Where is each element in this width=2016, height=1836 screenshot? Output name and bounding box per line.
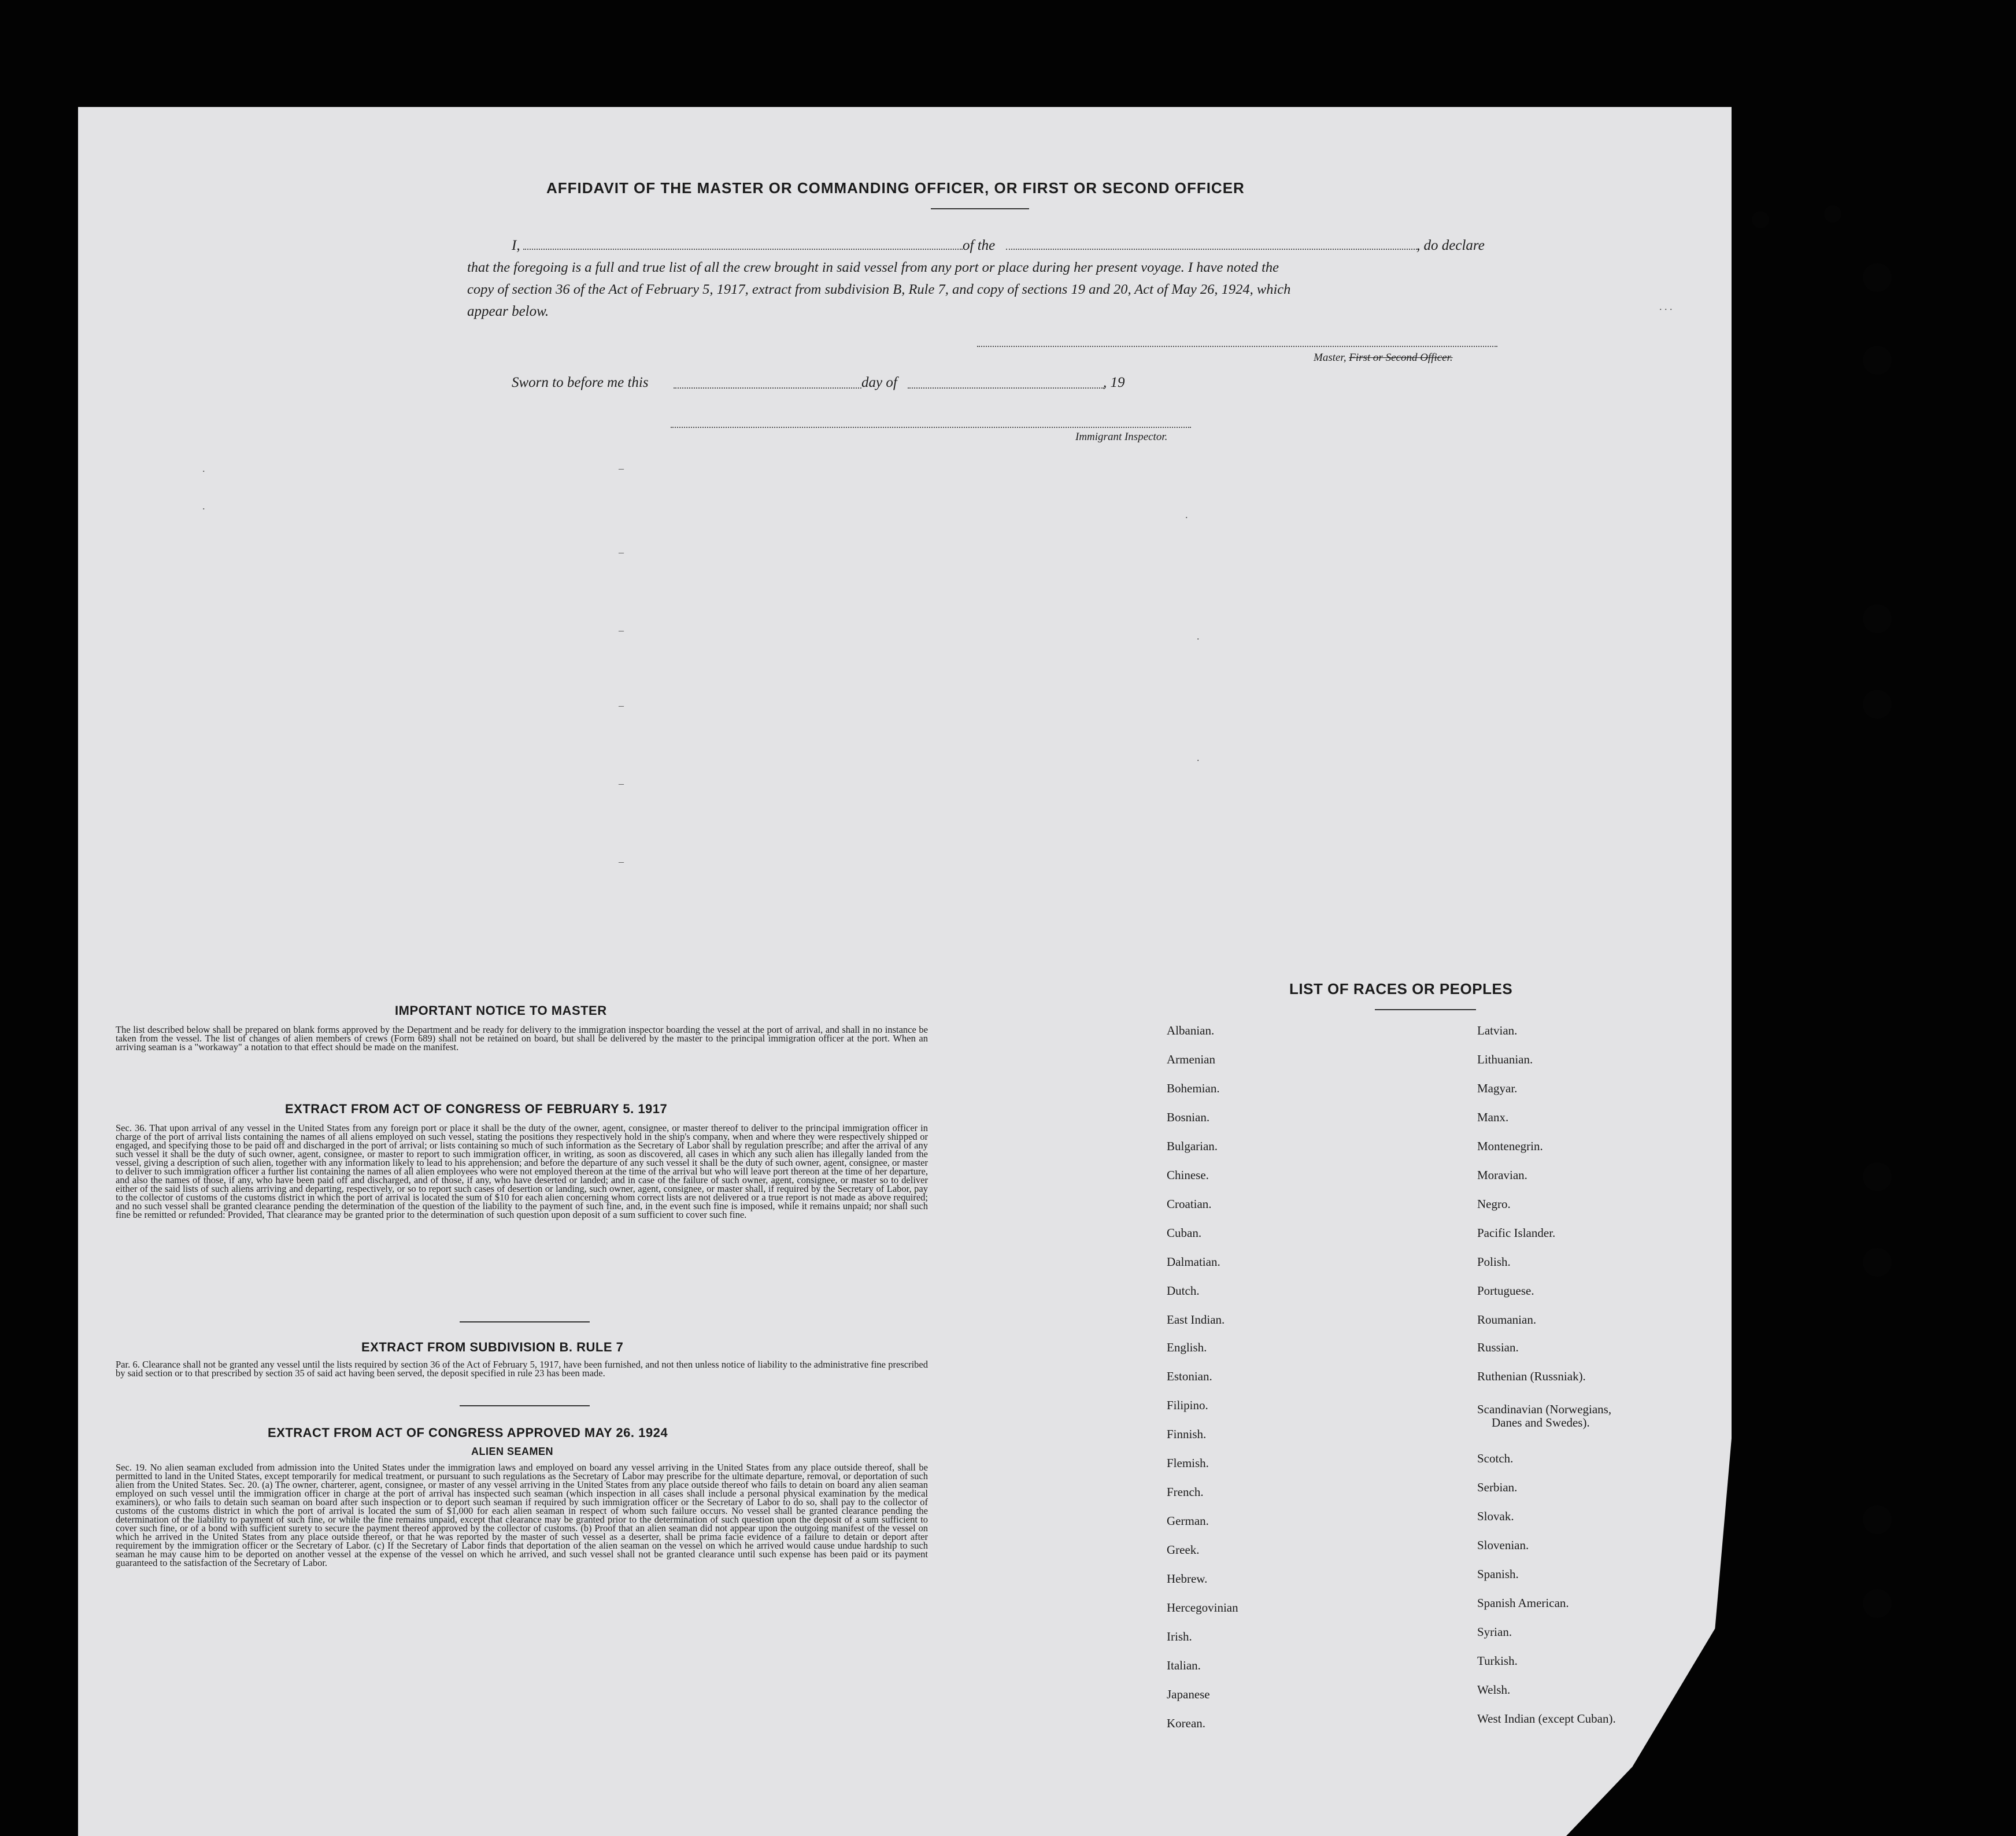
affidavit-line-4: appear below. [467,304,549,319]
race-item: Bulgarian. [1167,1139,1218,1153]
stray-mark: – [619,625,624,636]
race-item: Magyar. [1477,1081,1518,1095]
race-item: Welsh. [1477,1683,1511,1697]
stray-mark: . [202,463,205,474]
inspector-caption: Immigrant Inspector. [1075,431,1168,443]
race-item: Italian. [1167,1658,1201,1672]
stray-mark: . [1197,752,1200,763]
race-item: Bosnian. [1167,1110,1210,1124]
affidavit-do-declare: , do declare [1416,238,1485,253]
race-item: Lithuanian. [1477,1052,1533,1066]
race-item: Scandinavian (Norwegians, [1477,1402,1612,1416]
signature-caption [1314,352,1453,364]
punch-hole [1863,346,1892,375]
race-item: Portuguese. [1477,1284,1534,1298]
race-item: Serbian. [1477,1480,1518,1494]
extract-1924-subtitle: ALIEN SEAMEN [471,1446,554,1457]
race-item: West Indian (except Cuban). [1477,1712,1616,1726]
race-item: Slovenian. [1477,1538,1529,1552]
section-divider [460,1405,590,1406]
race-item: Albanian. [1167,1024,1215,1037]
stray-mark: – [619,700,624,711]
race-item: Estonian. [1167,1369,1212,1383]
rule7-title: EXTRACT FROM SUBDIVISION B. RULE 7 [361,1340,624,1354]
sworn-prefix: Sworn to before me this [512,375,649,390]
race-item: Montenegrin. [1477,1139,1543,1153]
race-item: German. [1167,1514,1209,1528]
stray-mark: – [619,463,624,474]
race-item: Greek. [1167,1543,1200,1557]
race-item: Irish. [1167,1630,1192,1643]
section-divider [460,1321,590,1322]
stray-mark: – [619,546,624,558]
race-item: Russian. [1477,1340,1519,1354]
race-item: Croatian. [1167,1197,1212,1211]
race-item: Scotch. [1477,1451,1514,1465]
race-item: Bohemian. [1167,1081,1220,1095]
rule7-text: Par. 6. Clearance shall not be granted any vessel until the lists required by section 36 of the Act of February 5, 1917, have been furnished, and not then unless notice of liability to the administrative fine prescribed by said section or to that prescribed by section 35 of said act having been served, the deposit specified in rule 23 has been made. [116,1359,928,1379]
stray-mark: – [619,856,624,867]
name-blank [523,249,963,250]
stray-mark: – [619,778,624,789]
affidavit-line-3: copy of section 36 of the Act of February 5, 1917, extract from subdivision B, Rule 7, and copy of sections 19 and 20, Act of May 26, 1924, which [467,282,1291,297]
punch-hole [1863,263,1892,292]
stray-mark: . [202,500,205,512]
punch-hole [1863,1162,1892,1191]
vessel-blank [1006,249,1419,250]
race-item: English. [1167,1340,1207,1354]
extract-1924-text: Sec. 19. No alien seaman excluded from admission into the United States under the immigration laws and employed on board any vessel arriving in the United States from any place outside thereof, shall be permitted to land in the United States, except temporarily for medical treatment, or pursuant to such regulations as the Secretary of Labor may prescribe for the ultimate departure, removal, or deportation of such alien from the United States. Sec. 20. (a) The owner, charterer, agent, consignee, or master of any vessel arriving in the United States from any place outside thereof who fails to detain on board any alien seaman employed on such vessel until the immigration officer in charge at the port of arrival has inspected such seaman (which inspection in all cases shall include a personal physical examination by the medical examiners), or who fails to detain such seaman on board after such inspection or to deport such seaman if required by such immigration officer or the Secretary of Labor to do so, shall pay to the collector of customs of the customs district in which the port of arrival is located the sum of $1,000 for each alien seaman in respect of whom such failure occurs. No vessel shall be granted clearance pending the determination of the liability to payment of such fine, or while the fine remains unpaid, except that clearance may be granted prior to the determination of such question upon the deposit of a sum sufficient to cover such fine, or of a bond with sufficient surety to secure the payment thereof approved by the collector of customs. (b) Proof that an alien seaman did not appear upon the outgoing manifest of the vessel on which he arrived in the United States from any place outside thereof, or that he was reported by the master of such vessel as a deserter, shall be prima facie evidence of a failure to detain or deport after requirement by the immigration officer or the Secretary of Labor. (c) If the Secretary of Labor finds that deportation of the alien seaman on the vessel on which he arrived would cause undue hardship to such seaman he may cause him to be deported on another vessel at the expense of the vessel on which he arrived, and such vessel shall not be granted clearance until such expense has been paid or its payment guaranteed to the satisfaction of the Secretary of Labor. [116,1462,928,1568]
race-item: Cuban. [1167,1226,1202,1240]
stray-mark: . . . [1659,301,1673,312]
race-item: Slovak. [1477,1509,1514,1523]
race-item: Polish. [1477,1255,1511,1269]
race-item: Turkish. [1477,1654,1518,1668]
extract-1917-text: Sec. 36. That upon arrival of any vessel in the United States from any foreign port or place it shall be the duty of the owner, agent, consignee, or master thereof to deliver to the principal immigration officer in charge of the port of arrival lists containing the names of all aliens employed on such vessel, stating the positions they respectively hold in the ship's company, when and where they were respectively shipped or engaged, and specifying those to be paid off and discharged in the port of arrival; or lists containing so much of such information as the Secretary of Labor shall by regulation prescribe; and after the arrival of any such vessel it shall be the duty of such owner, agent, consignee, or master to report to such immigration officer, in writing, as soon as discovered, all cases in which any such alien has illegally landed from the vessel, giving a description of such alien, together with any information likely to lead to his apprehension; and before the departure of any such vessel it shall be the duty of such owner, agent, consignee, or master to deliver to such immigration officer a further list containing the names of all alien employees who were not employed thereon at the time of the arrival but who will leave port thereon at the time of her departure, and also the names of those, if any, who have been paid off and discharged, and of those, if any, who have deserted or landed; and in case of the failure of such owner, agent, consignee, or master so to deliver either of the said lists of such aliens arriving and departing, respectively, or so to report such cases of desertion or landing, such owner, agent, consignee, or master shall, if required by the Secretary of Labor, pay to the collector of customs of the customs district in which the port of arrival is located the sum of $10 for each alien concerning whom correct lists are not delivered or a true report is not made as above required; and no such vessel shall be granted clearance pending the determination of the question of the liability to the payment of such fine, and, in the event such fine is imposed, while it remains unpaid; nor shall such fine be remitted or refunded: Provided, That clearance may be granted prior to the determination of such question upon deposit of a sum sufficient to cover such fine. [116,1122,928,1220]
sworn-day-of: day of [861,375,897,390]
punch-hole [1863,1589,1892,1618]
race-item: French. [1167,1485,1204,1499]
race-item: Latvian. [1477,1024,1518,1037]
notice-title: IMPORTANT NOTICE TO MASTER [395,1003,607,1018]
sworn-day-blank [674,387,861,389]
race-item: Finnish. [1167,1427,1207,1441]
punch-hole [1863,1505,1892,1534]
affidavit-i: I, [512,238,520,253]
races-underline [1375,1009,1476,1010]
race-item: Filipino. [1167,1398,1208,1412]
race-item: Moravian. [1477,1168,1527,1182]
race-item: Dalmatian. [1167,1255,1220,1269]
race-item: Korean. [1167,1716,1206,1730]
punch-hole [1863,1248,1892,1277]
race-item: Dutch. [1167,1284,1200,1298]
caption-master: Master, [1314,352,1347,364]
notice-text: The list described below shall be prepared on blank forms approved by the Department and be ready for delivery to the immigration inspector boarding the vessel at the port of arrival, and shall in no instance be taken from the vessel. The list of changes of alien members of crews (Form 689) shall not be retained on board, but shall be delivered by the master to the principal immigration officer at the port. When an arriving seaman is a "workaway" a notation to that effect should be made on the manifest. [116,1024,928,1052]
race-item: Roumanian. [1477,1313,1537,1327]
race-item: Flemish. [1167,1456,1209,1470]
affidavit-of-the: of the [963,238,996,253]
caption-struck: First or Second Officer. [1349,352,1453,364]
inspector-blank [671,427,1191,428]
title-underline [931,208,1029,209]
punch-hole [1752,211,1769,228]
race-item: Manx. [1477,1110,1509,1124]
sworn-month-blank [908,387,1104,389]
stray-mark: . [1197,630,1200,642]
race-item: Chinese. [1167,1168,1209,1182]
punch-hole [1863,604,1892,633]
races-title: LIST OF RACES OR PEOPLES [1289,980,1513,998]
stray-mark: . [1185,509,1188,520]
signature-blank [977,346,1497,347]
race-item: Negro. [1477,1197,1511,1211]
race-item: Syrian. [1477,1625,1512,1639]
race-item: Japanese [1167,1687,1210,1701]
race-item: Hebrew. [1167,1572,1208,1586]
affidavit-title: AFFIDAVIT OF THE MASTER OR COMMANDING OFFICER, OR FIRST OR SECOND OFFICER [546,179,1245,197]
extract-1924-title: EXTRACT FROM ACT OF CONGRESS APPROVED MAY 26. 1924 [268,1425,668,1440]
race-item: Ruthenian (Russniak). [1477,1369,1586,1383]
race-item: Armenian [1167,1052,1215,1066]
race-item-continuation: Danes and Swedes). [1492,1416,1590,1429]
race-item: East Indian. [1167,1313,1225,1327]
race-item: Spanish. [1477,1567,1519,1581]
extract-1917-title: EXTRACT FROM ACT OF CONGRESS OF FEBRUARY 5. 1917 [285,1102,668,1116]
punch-hole [1863,690,1892,719]
punch-hole [1824,205,1841,223]
race-item: Pacific Islander. [1477,1226,1556,1240]
race-item: Hercegovinian [1167,1601,1238,1615]
sworn-year: , 19 [1103,375,1125,390]
race-item: Spanish American. [1477,1596,1569,1610]
affidavit-line-2: that the foregoing is a full and true list of all the crew brought in said vessel from any port or place during her present voyage. I have noted the [467,260,1279,275]
